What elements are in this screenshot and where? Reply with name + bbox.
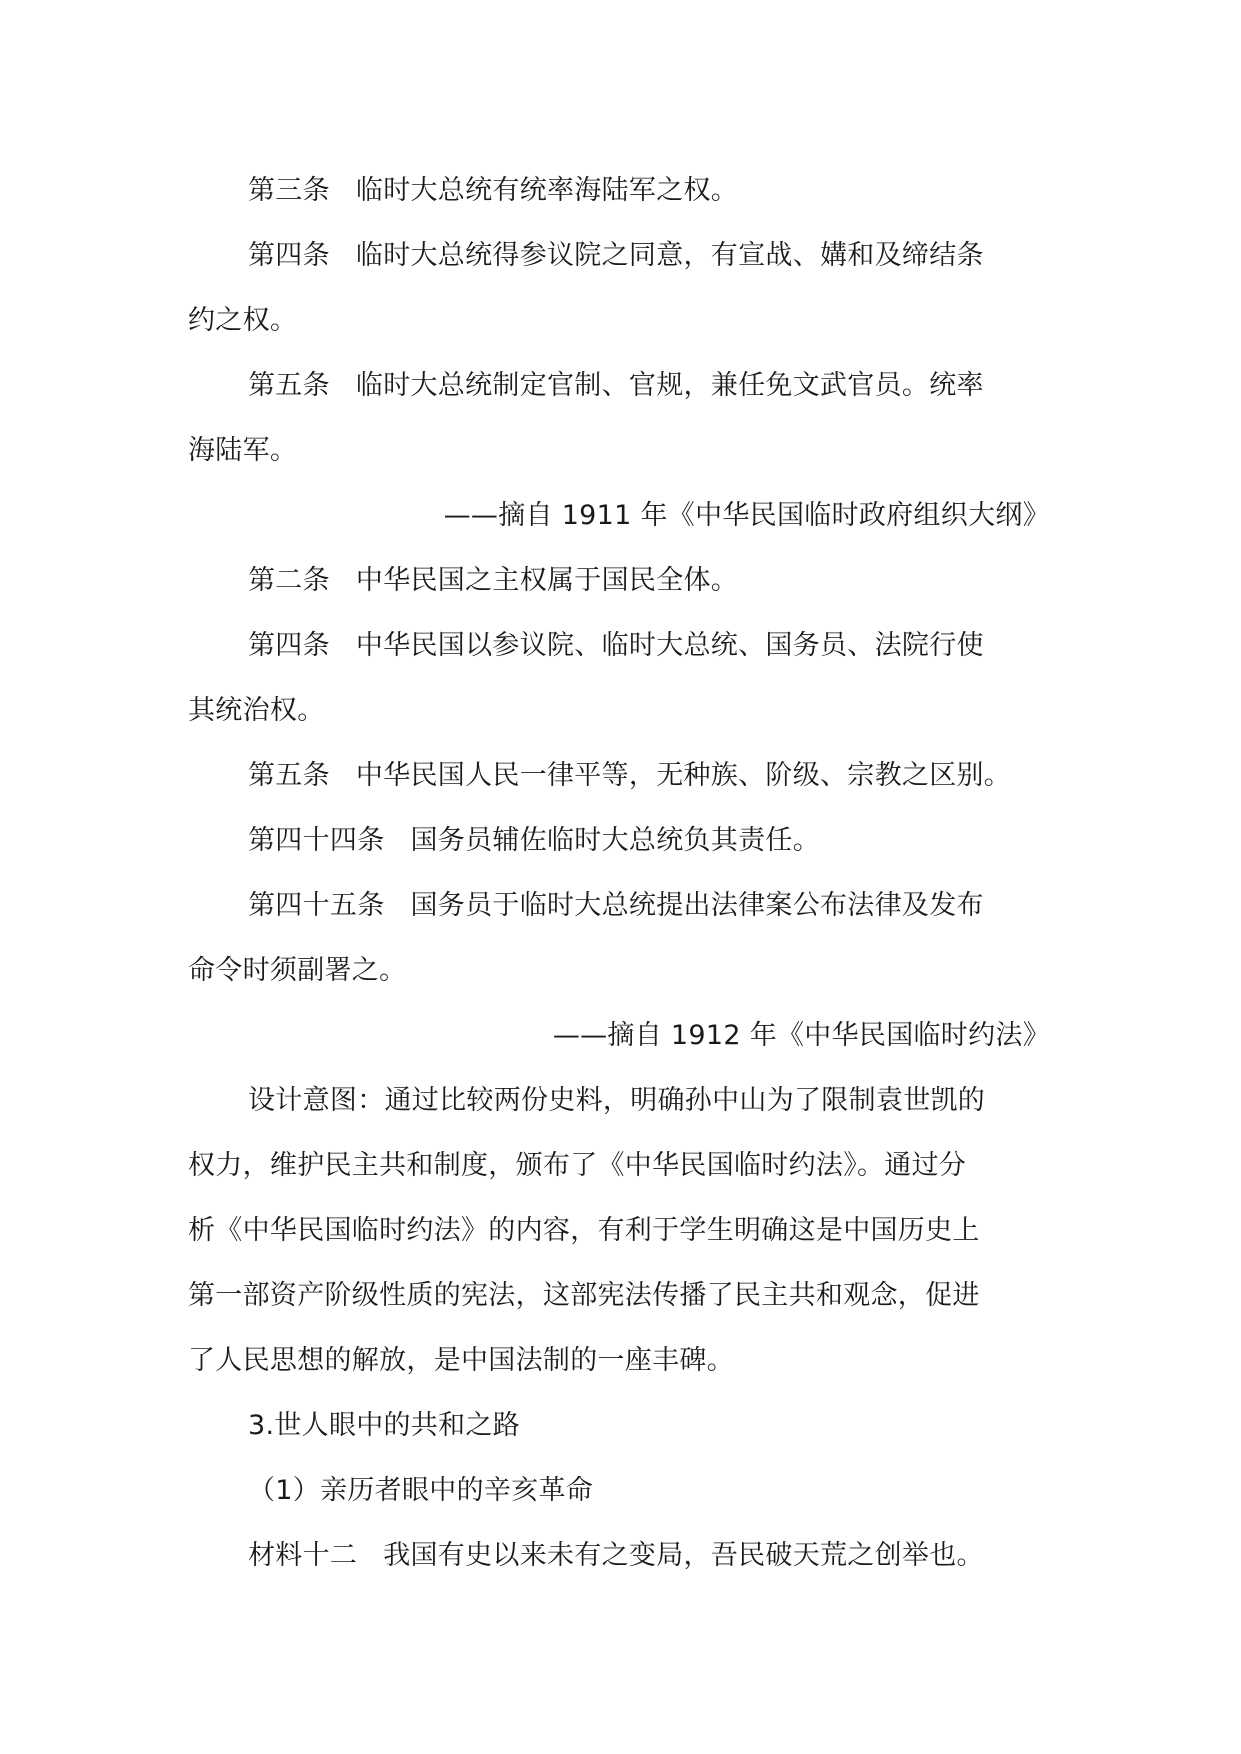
article-number: 第四十四条 [248,825,385,856]
line-text: 约之权。 [188,305,298,336]
article-number: 第三条 [248,175,330,206]
text-line [188,223,1058,288]
line-text: 国务员辅佐临时大总统负其责任。 [410,825,820,856]
line-text: 权力，维护民主共和制度，颁布了《中华民国临时约法》。通过分 [188,1150,967,1181]
text-line [188,808,1058,873]
text-line [188,288,1058,353]
line-text: 中华民国以参议院、临时大总统、国务员、法院行使 [355,630,984,661]
text-line [188,613,1058,678]
source-citation [188,1003,1058,1068]
text-line [188,1458,1058,1523]
line-text: 了人民思想的解放，是中国法制的一座丰碑。 [188,1345,734,1376]
line-text: 3.世人眼中的共和之路 [248,1410,521,1441]
article-number: 第四条 [248,630,330,661]
text-line [188,548,1058,613]
text-line [188,1393,1058,1458]
text-line [188,678,1058,743]
text-line [188,873,1058,938]
line-text: ——摘自 1912 年《中华民国临时约法》 [552,1020,1050,1051]
line-text: 临时大总统有统率海陆军之权。 [355,175,739,206]
text-line [188,1068,1058,1133]
line-text: 我国有史以来未有之变局，吾民破天荒之创举也。 [383,1540,984,1571]
text-line [188,158,1058,223]
source-citation [188,483,1058,548]
text-line [188,1328,1058,1393]
line-text: 析《中华民国临时约法》的内容，有利于学生明确这是中国历史上 [188,1215,980,1246]
text-line [188,743,1058,808]
article-number: 第五条 [248,760,330,791]
text-line [188,1198,1058,1263]
text-line [188,1523,1058,1588]
text-line [188,1263,1058,1328]
line-text: （1）亲历者眼中的辛亥革命 [248,1475,594,1506]
line-text: 设计意图：通过比较两份史料，明确孙中山为了限制袁世凯的 [248,1085,986,1116]
text-line [188,1133,1058,1198]
line-text: 第一部资产阶级性质的宪法，这部宪法传播了民主共和观念，促进 [188,1280,980,1311]
line-text: 中华民国人民一律平等，无种族、阶级、宗教之区别。 [355,760,1012,791]
line-text: 国务员于临时大总统提出法律案公布法律及发布 [410,890,984,921]
text-line [188,938,1058,1003]
line-text: 海陆军。 [188,435,298,466]
article-number: 第四十五条 [248,890,385,921]
line-text: 其统治权。 [188,695,325,726]
article-number: 第五条 [248,370,330,401]
article-number: 第四条 [248,240,330,271]
text-line [188,353,1058,418]
line-text: 中华民国之主权属于国民全体。 [355,565,739,596]
article-number: 第二条 [248,565,330,596]
line-text: 临时大总统得参议院之同意，有宣战、媾和及缔结条 [355,240,984,271]
document-body [188,158,1058,1588]
line-text: ——摘自 1911 年《中华民国临时政府组织大纲》 [443,500,1050,531]
article-number: 材料十二 [248,1540,358,1571]
line-text: 临时大总统制定官制、官规，兼任免文武官员。统率 [355,370,984,401]
text-line [188,418,1058,483]
line-text: 命令时须副署之。 [188,955,407,986]
